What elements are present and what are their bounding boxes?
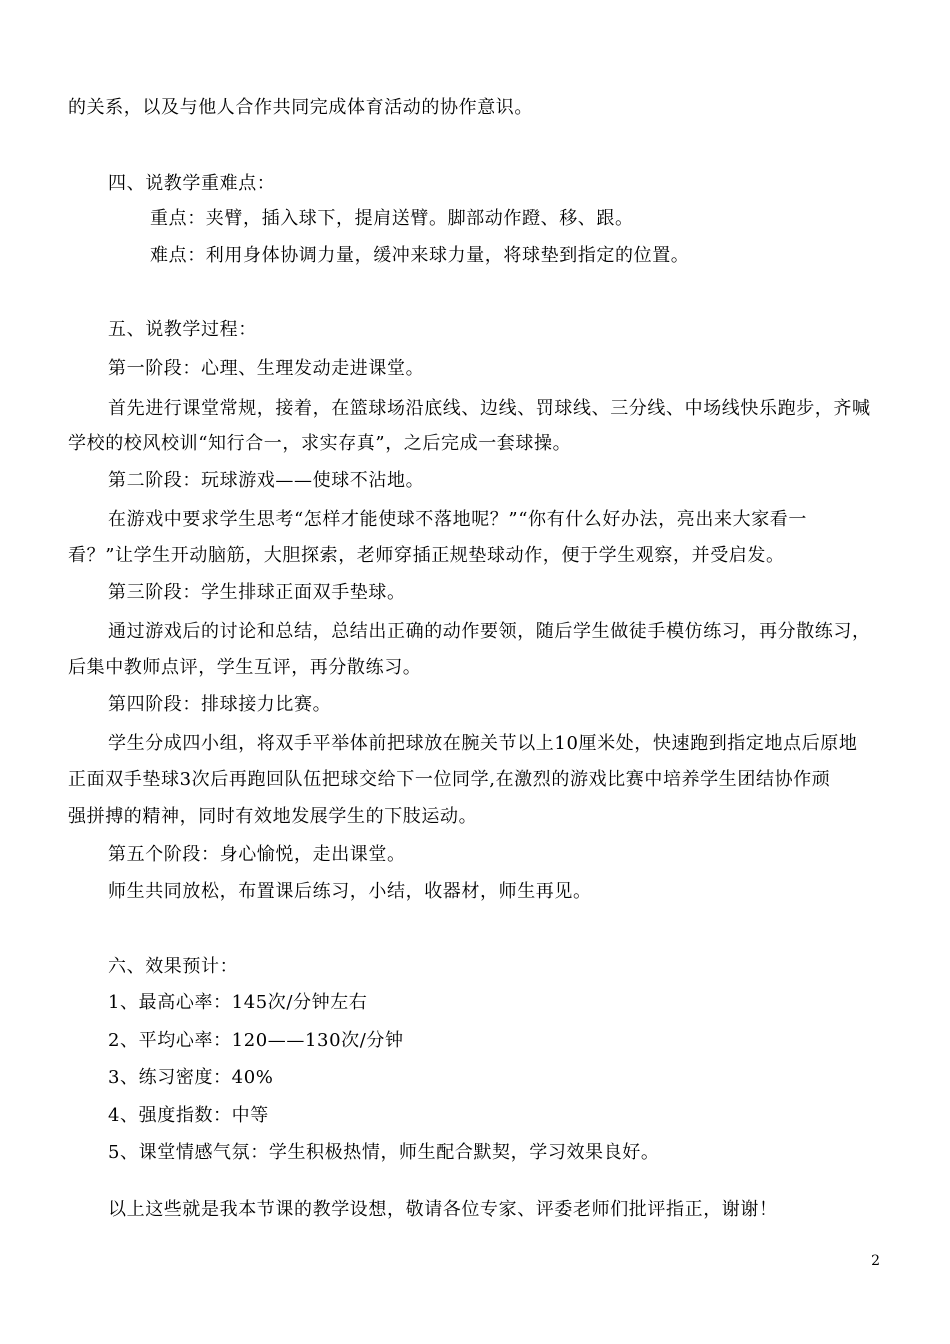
effect-item: 5、课堂情感气氛：学生积极热情，师生配合默契，学习效果良好。 — [108, 1142, 660, 1163]
stage4-text-line3: 强拼搏的精神，同时有效地发展学生的下肢运动。 — [68, 806, 478, 827]
stage4-text-line2: 正面双手垫球3次后再跑回队伍把球交给下一位同学,在激烈的游戏比赛中培养学生团结协作顽 — [68, 769, 831, 790]
stage4-title: 第四阶段：排球接力比赛。 — [108, 694, 332, 715]
closing-remark: 以上这些就是我本节课的教学设想，敬请各位专家、评委老师们批评指正，谢谢！ — [108, 1199, 778, 1220]
effect-item: 4、强度指数：中等 — [108, 1105, 269, 1126]
difficult-point-text: 难点：利用身体协调力量，缓冲来球力量，将球垫到指定的位置。 — [150, 245, 690, 266]
stage1-text-line2: 学校的校风校训“知行合一，求实存真”，之后完成一套球操。 — [68, 433, 572, 454]
stage2-text-line1: 在游戏中要求学生思考“怎样才能使球不落地呢？”“你有什么好办法，亮出来大家看一 — [108, 509, 808, 530]
stage1-text-line1: 首先进行课堂常规，接着，在篮球场沿底线、边线、罚球线、三分线、中场线快乐跑步，齐喊 — [108, 398, 871, 419]
stage2-text-line2: 看？”让学生开动脑筋，大胆探索，老师穿插正规垫球动作，便于学生观察，并受启发。 — [68, 545, 785, 566]
stage2-title: 第二阶段：玩球游戏——使球不沾地。 — [108, 470, 425, 491]
effect-item: 3、练习密度：40% — [108, 1067, 274, 1088]
stage5-text: 师生共同放松，布置课后练习，小结，收器材，师生再见。 — [108, 881, 592, 902]
key-point-text: 重点：夹臂，插入球下，提肩送臂。脚部动作蹬、移、跟。 — [150, 208, 634, 229]
stage4-text-line1: 学生分成四小组，将双手平举体前把球放在腕关节以上10厘米处，快速跑到指定地点后原地 — [108, 733, 858, 754]
effect-item: 1、最高心率：145次/分钟左右 — [108, 992, 368, 1013]
page-number: 2 — [871, 1253, 880, 1269]
section6-heading: 六、效果预计： — [108, 956, 239, 977]
effect-item: 2、平均心率：120——130次/分钟 — [108, 1030, 404, 1051]
stage1-title: 第一阶段：心理、生理发动走进课堂。 — [108, 358, 425, 379]
stage3-title: 第三阶段：学生排球正面双手垫球。 — [108, 582, 406, 603]
intro-continuation: 的关系，以及与他人合作共同完成体育活动的协作意识。 — [68, 97, 533, 118]
stage5-title: 第五个阶段：身心愉悦，走出课堂。 — [108, 844, 406, 865]
section5-heading: 五、说教学过程： — [108, 319, 257, 340]
stage3-text-line2: 后集中教师点评，学生互评，再分散练习。 — [68, 657, 422, 678]
section4-heading: 四、说教学重难点： — [108, 173, 276, 194]
stage3-text-line1: 通过游戏后的讨论和总结，总结出正确的动作要领，随后学生做徒手模仿练习，再分散练习， — [108, 621, 871, 642]
